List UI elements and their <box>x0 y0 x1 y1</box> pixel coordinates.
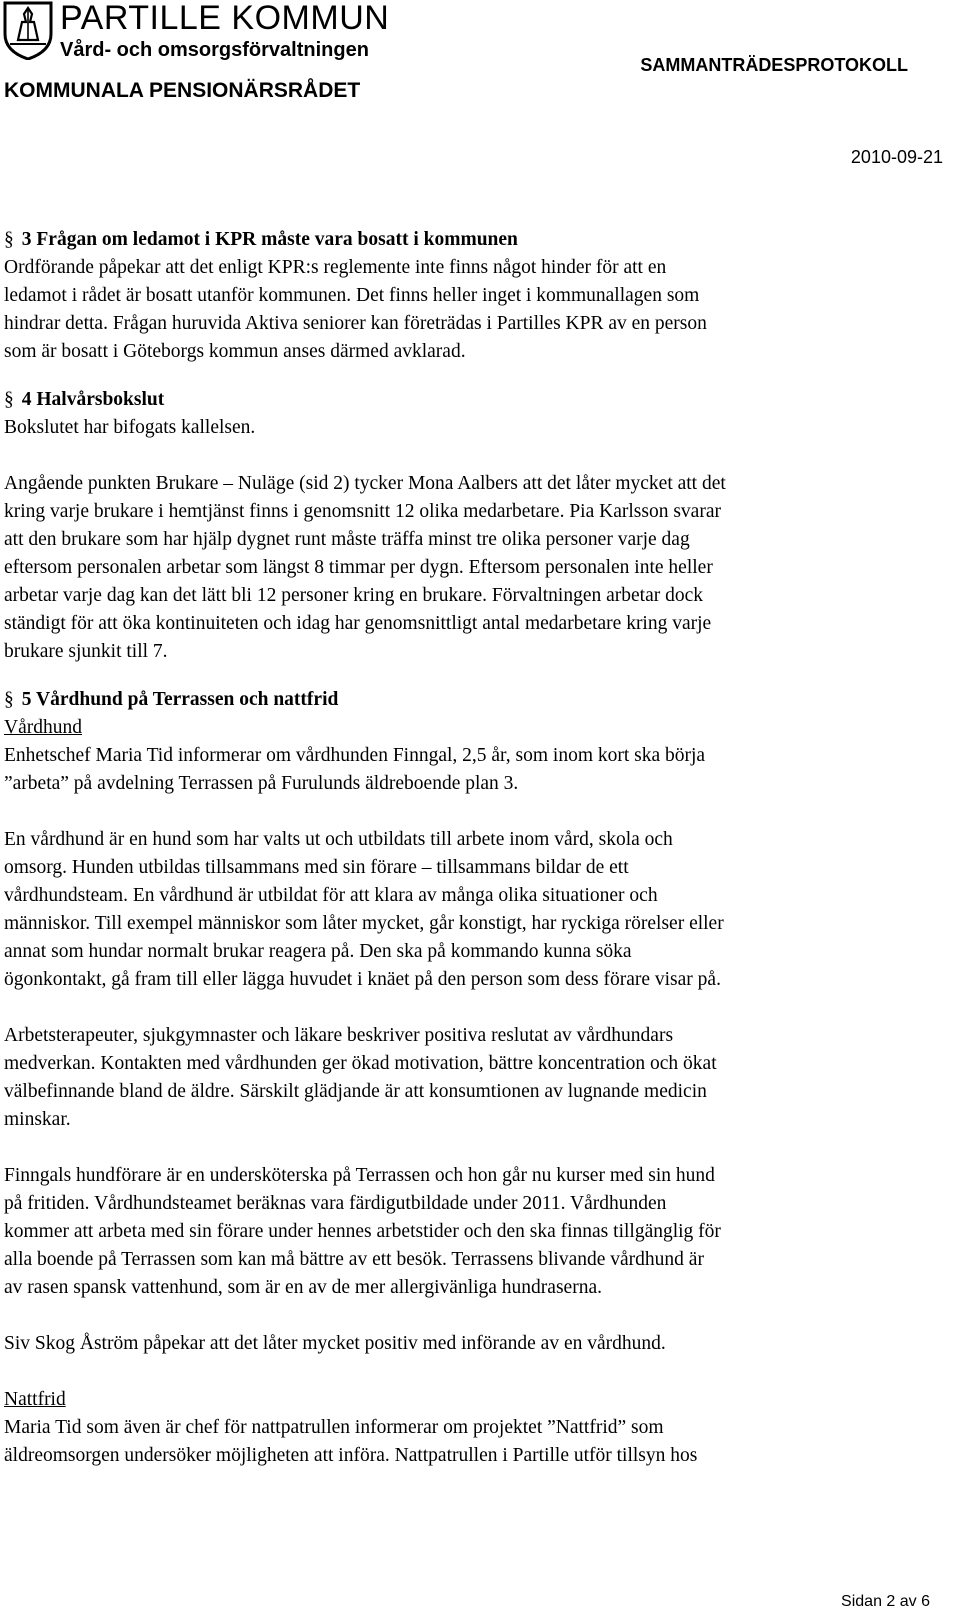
text-line: kring varje brukare i hemtjänst finns i genomsnitt 12 olika medarbetare. Pia Karlsson svarar <box>4 501 721 522</box>
document-body <box>4 226 924 1470</box>
document-date: 2010-09-21 <box>850 147 943 167</box>
text-line: kommer att arbeta med sin förare under hennes arbetstider och den ska finnas tillgänglig för <box>4 1221 721 1242</box>
organization-name: PARTILLE KOMMUN <box>60 0 390 37</box>
section-4-title: 4 Halvårsbokslut <box>21 389 165 410</box>
text-line: Arbetsterapeuter, sjukgymnaster och läkare beskriver positiva reslutat av vårdhundars <box>4 1025 674 1046</box>
text-line: på fritiden. Vårdhundsteamet beräknas vara färdigutbildade under 2011. Vårdhunden <box>4 1193 667 1214</box>
text-line: ständigt för att öka kontinuiteten och idag har genomsnittligt antal medarbetare kring varje <box>4 613 712 634</box>
document-type: SAMMANTRÄDESPROTOKOLL <box>640 55 908 75</box>
text-line: En vårdhund är en hund som har valts ut och utbildats till arbete inom vård, skola och <box>4 829 673 850</box>
text-line: vårdhundsteam. En vårdhund är utbildat för att klara av många olika situationer och <box>4 885 658 906</box>
section-5-heading <box>4 686 924 714</box>
text-line: Enhetschef Maria Tid informerar om vårdhunden Finngal, 2,5 år, som inom kort ska börja <box>4 745 706 766</box>
text-line: ögonkontakt, gå fram till eller lägga huvudet i knäet på den person som dess förare visar på. <box>4 969 721 990</box>
text-line: Ordförande påpekar att det enligt KPR:s reglemente inte finns något hinder för att en <box>4 257 667 278</box>
text-line: ”arbeta” på avdelning Terrassen på Furulunds äldreboende plan 3. <box>4 773 519 794</box>
text-line: välbefinnande bland de äldre. Särskilt glädjande är att konsumtionen av lugnande medicin <box>4 1081 707 1102</box>
section-symbol: § <box>4 689 14 710</box>
text-line: människor. Till exempel människor som låter mycket, går konstigt, har ryckiga rörelser eller <box>4 913 724 934</box>
text-line: Angående punkten Brukare – Nuläge (sid 2) tycker Mona Aalbers att det låter mycket att det <box>4 473 726 494</box>
municipal-coat-of-arms-icon <box>2 0 54 60</box>
text-line: som är bosatt i Göteborgs kommun anses därmed avklarad. <box>4 341 466 362</box>
text-line: annat som hundar normalt brukar reagera på. Den ska på kommando kunna söka <box>4 941 632 962</box>
text-line: medverkan. Kontakten med vårdhunden ger ökad motivation, bättre koncentration och ökat <box>4 1053 717 1074</box>
subheading-nattfrid: Nattfrid <box>4 1389 66 1410</box>
text-line: av rasen spansk vattenhund, som är en av de mer allergivänliga hundraserna. <box>4 1277 602 1298</box>
page-number: Sidan 2 av 6 <box>841 1593 930 1610</box>
text-line: Siv Skog Åström påpekar att det låter mycket positiv med införande av en vårdhund. <box>4 1333 666 1354</box>
department-name: Vård- och omsorgsförvaltningen <box>60 39 369 61</box>
text-line: äldreomsorgen undersöker möjligheten att införa. Nattpatrullen i Partille utför tillsyn hos <box>4 1445 698 1466</box>
text-line: Bokslutet har bifogats kallelsen. <box>4 417 256 438</box>
section-4-heading <box>4 386 924 414</box>
text-line: eftersom personalen arbetar som längst 8 timmar per dygn. Eftersom personalen inte heller <box>4 557 713 578</box>
text-line: arbetar varje dag kan det lätt bli 12 personer kring en brukare. Förvaltningen arbetar dock <box>4 585 704 606</box>
text-line: hindrar detta. Frågan huruvida Aktiva seniorer kan företrädas i Partilles KPR av en person <box>4 313 707 334</box>
section-symbol: § <box>4 389 14 410</box>
section-symbol: § <box>4 229 14 250</box>
text-line: omsorg. Hunden utbildas tillsammans med sin förare – tillsammans bildar de ett <box>4 857 629 878</box>
subheading-vardhund: Vårdhund <box>4 717 82 738</box>
council-name: KOMMUNALA PENSIONÄRSRÅDET <box>4 79 361 102</box>
text-line: minskar. <box>4 1109 71 1130</box>
text-line: brukare sjunkit till 7. <box>4 641 168 662</box>
section-3-heading <box>4 226 924 254</box>
text-line: att den brukare som har hjälp dygnet runt måste träffa minst tre olika personer varje dag <box>4 529 690 550</box>
section-3-title: 3 Frågan om ledamot i KPR måste vara bosatt i kommunen <box>21 229 518 250</box>
text-line: alla boende på Terrassen som kan må bättre av ett besök. Terrassens blivande vårdhund är <box>4 1249 704 1270</box>
text-line: Maria Tid som även är chef för nattpatrullen informerar om projektet ”Nattfrid” som <box>4 1417 664 1438</box>
text-line: ledamot i rådet är bosatt utanför kommunen. Det finns heller inget i kommunallagen som <box>4 285 700 306</box>
section-5-title: 5 Vårdhund på Terrassen och nattfrid <box>21 689 339 710</box>
text-line: Finngals hundförare är en undersköterska på Terrassen och hon går nu kurser med sin hund <box>4 1165 715 1186</box>
